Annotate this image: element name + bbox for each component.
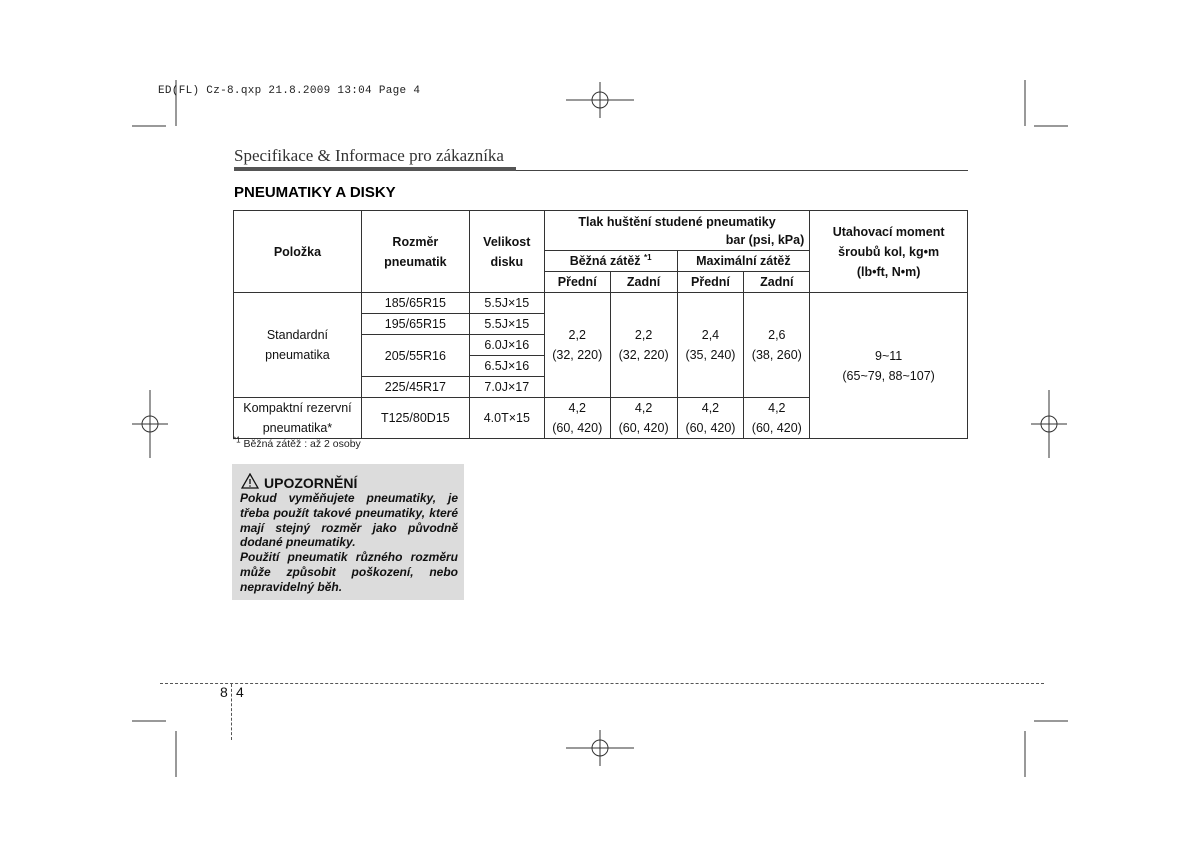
caution-heading [241, 473, 357, 492]
col-header-max-rear: Zadní [744, 272, 810, 293]
col-header-normal-rear: Zadní [610, 272, 677, 293]
rim-size-cell: 6.5J×16 [469, 356, 544, 377]
torque-value: 9~11 [875, 348, 903, 363]
pressure-sub: (35, 240) [685, 348, 736, 362]
rim-size-cell: 5.5J×15 [469, 314, 544, 335]
pressure-sub: (60, 420) [751, 421, 802, 435]
rim-size-cell: 7.0J×17 [469, 377, 544, 398]
pressure-cell [744, 293, 810, 398]
chapter-number: 8 [220, 684, 228, 700]
col-header-normal-load [544, 251, 677, 272]
running-head: Specifikace & Informace pro zákazníka [234, 146, 504, 165]
rim-size-cell: 5.5J×15 [469, 293, 544, 314]
normal-load-label: Běžná zátěž [569, 254, 641, 268]
registration-mark-bottom [566, 730, 634, 766]
caution-body [240, 491, 458, 595]
tire-size-cell: 225/45R17 [361, 377, 469, 398]
pressure-cell [744, 398, 810, 439]
pressure-unit: bar (psi, kPa) [725, 232, 805, 247]
pressure-cell [544, 398, 610, 439]
pressure-title: Tlak huštění studené pneumatiky [578, 214, 776, 229]
pressure-value: 2,4 [701, 328, 720, 342]
pressure-value: 2,2 [568, 328, 586, 342]
tire-size-cell: 205/55R16 [361, 335, 469, 377]
tire-size-cell: 195/65R15 [361, 314, 469, 335]
pressure-value: 4,2 [701, 401, 720, 415]
caution-paragraph: Použití pneumatik různého rozměru může způsobit poškození, nebo nepravidelný běh. [240, 550, 458, 594]
section-title: PNEUMATIKY A DISKY [234, 184, 396, 201]
pressure-cell [677, 398, 744, 439]
tire-size-cell: T125/80D15 [361, 398, 469, 439]
pressure-value: 4,2 [768, 401, 786, 415]
rim-size-cell: 6.0J×16 [469, 335, 544, 356]
registration-mark-top [566, 82, 634, 118]
pressure-sub: (60, 420) [618, 421, 669, 435]
caution-box [232, 464, 464, 600]
pressure-cell [677, 293, 744, 398]
pressure-sub: (32, 220) [618, 348, 669, 362]
footer-dashed-rule [160, 683, 1044, 684]
footnote [233, 435, 361, 450]
pressure-cell [610, 293, 677, 398]
tire-size-cell: 185/65R15 [361, 293, 469, 314]
col-header-item: Položka [234, 211, 362, 293]
torque-cell [810, 293, 968, 439]
torque-sub: (65~79, 88~107) [842, 368, 935, 383]
print-slug: ED(FL) Cz-8.qxp 21.8.2009 13:04 Page 4 [158, 85, 421, 97]
pressure-value: 2,6 [768, 328, 786, 342]
warning-triangle-icon [241, 473, 259, 492]
registration-mark-left [132, 390, 168, 458]
pressure-value: 4,2 [568, 401, 586, 415]
rim-size-cell: 4.0T×15 [469, 398, 544, 439]
caution-paragraph: Pokud vyměňujete pneumatiky, je třeba použít takové pneumatiky, které mají stejný rozměr jako původně dodané pneumatiky. [240, 491, 458, 550]
col-header-normal-front: Přední [544, 272, 610, 293]
col-header-rim-size: Velikost disku [469, 211, 544, 293]
page-number: 4 [236, 684, 244, 700]
col-header-pressure [544, 211, 809, 251]
footnote-text: Běžná zátěž : až 2 osoby [243, 438, 361, 450]
pressure-cell [610, 398, 677, 439]
pressure-cell [544, 293, 610, 398]
pressure-sub: (38, 260) [751, 348, 802, 362]
row-label-spare: Kompaktní rezervní pneumatika* [234, 398, 362, 439]
header-rule-accent [234, 167, 516, 171]
pressure-sub: (60, 420) [685, 421, 736, 435]
pressure-sub: (32, 220) [552, 348, 603, 362]
pressure-sub: (60, 420) [552, 421, 603, 435]
col-header-max-load: Maximální zátěž [677, 251, 810, 272]
pressure-value: 4,2 [634, 401, 653, 415]
normal-load-footnote-mark: *1 [644, 252, 652, 262]
footer-dashed-divider [231, 684, 232, 740]
col-header-max-front: Přední [677, 272, 744, 293]
registration-mark-right [1031, 390, 1067, 458]
caution-title: UPOZORNĚNÍ [264, 474, 358, 491]
tire-spec-table [233, 210, 968, 439]
col-header-tire-size: Rozměr pneumatik [361, 211, 469, 293]
pressure-value: 2,2 [634, 328, 653, 342]
row-label-standard: Standardní pneumatika [234, 293, 362, 398]
col-header-torque: Utahovací moment šroubů kol, kg•m (lb•ft, N•m) [810, 211, 968, 293]
footnote-mark: *1 [233, 435, 241, 445]
